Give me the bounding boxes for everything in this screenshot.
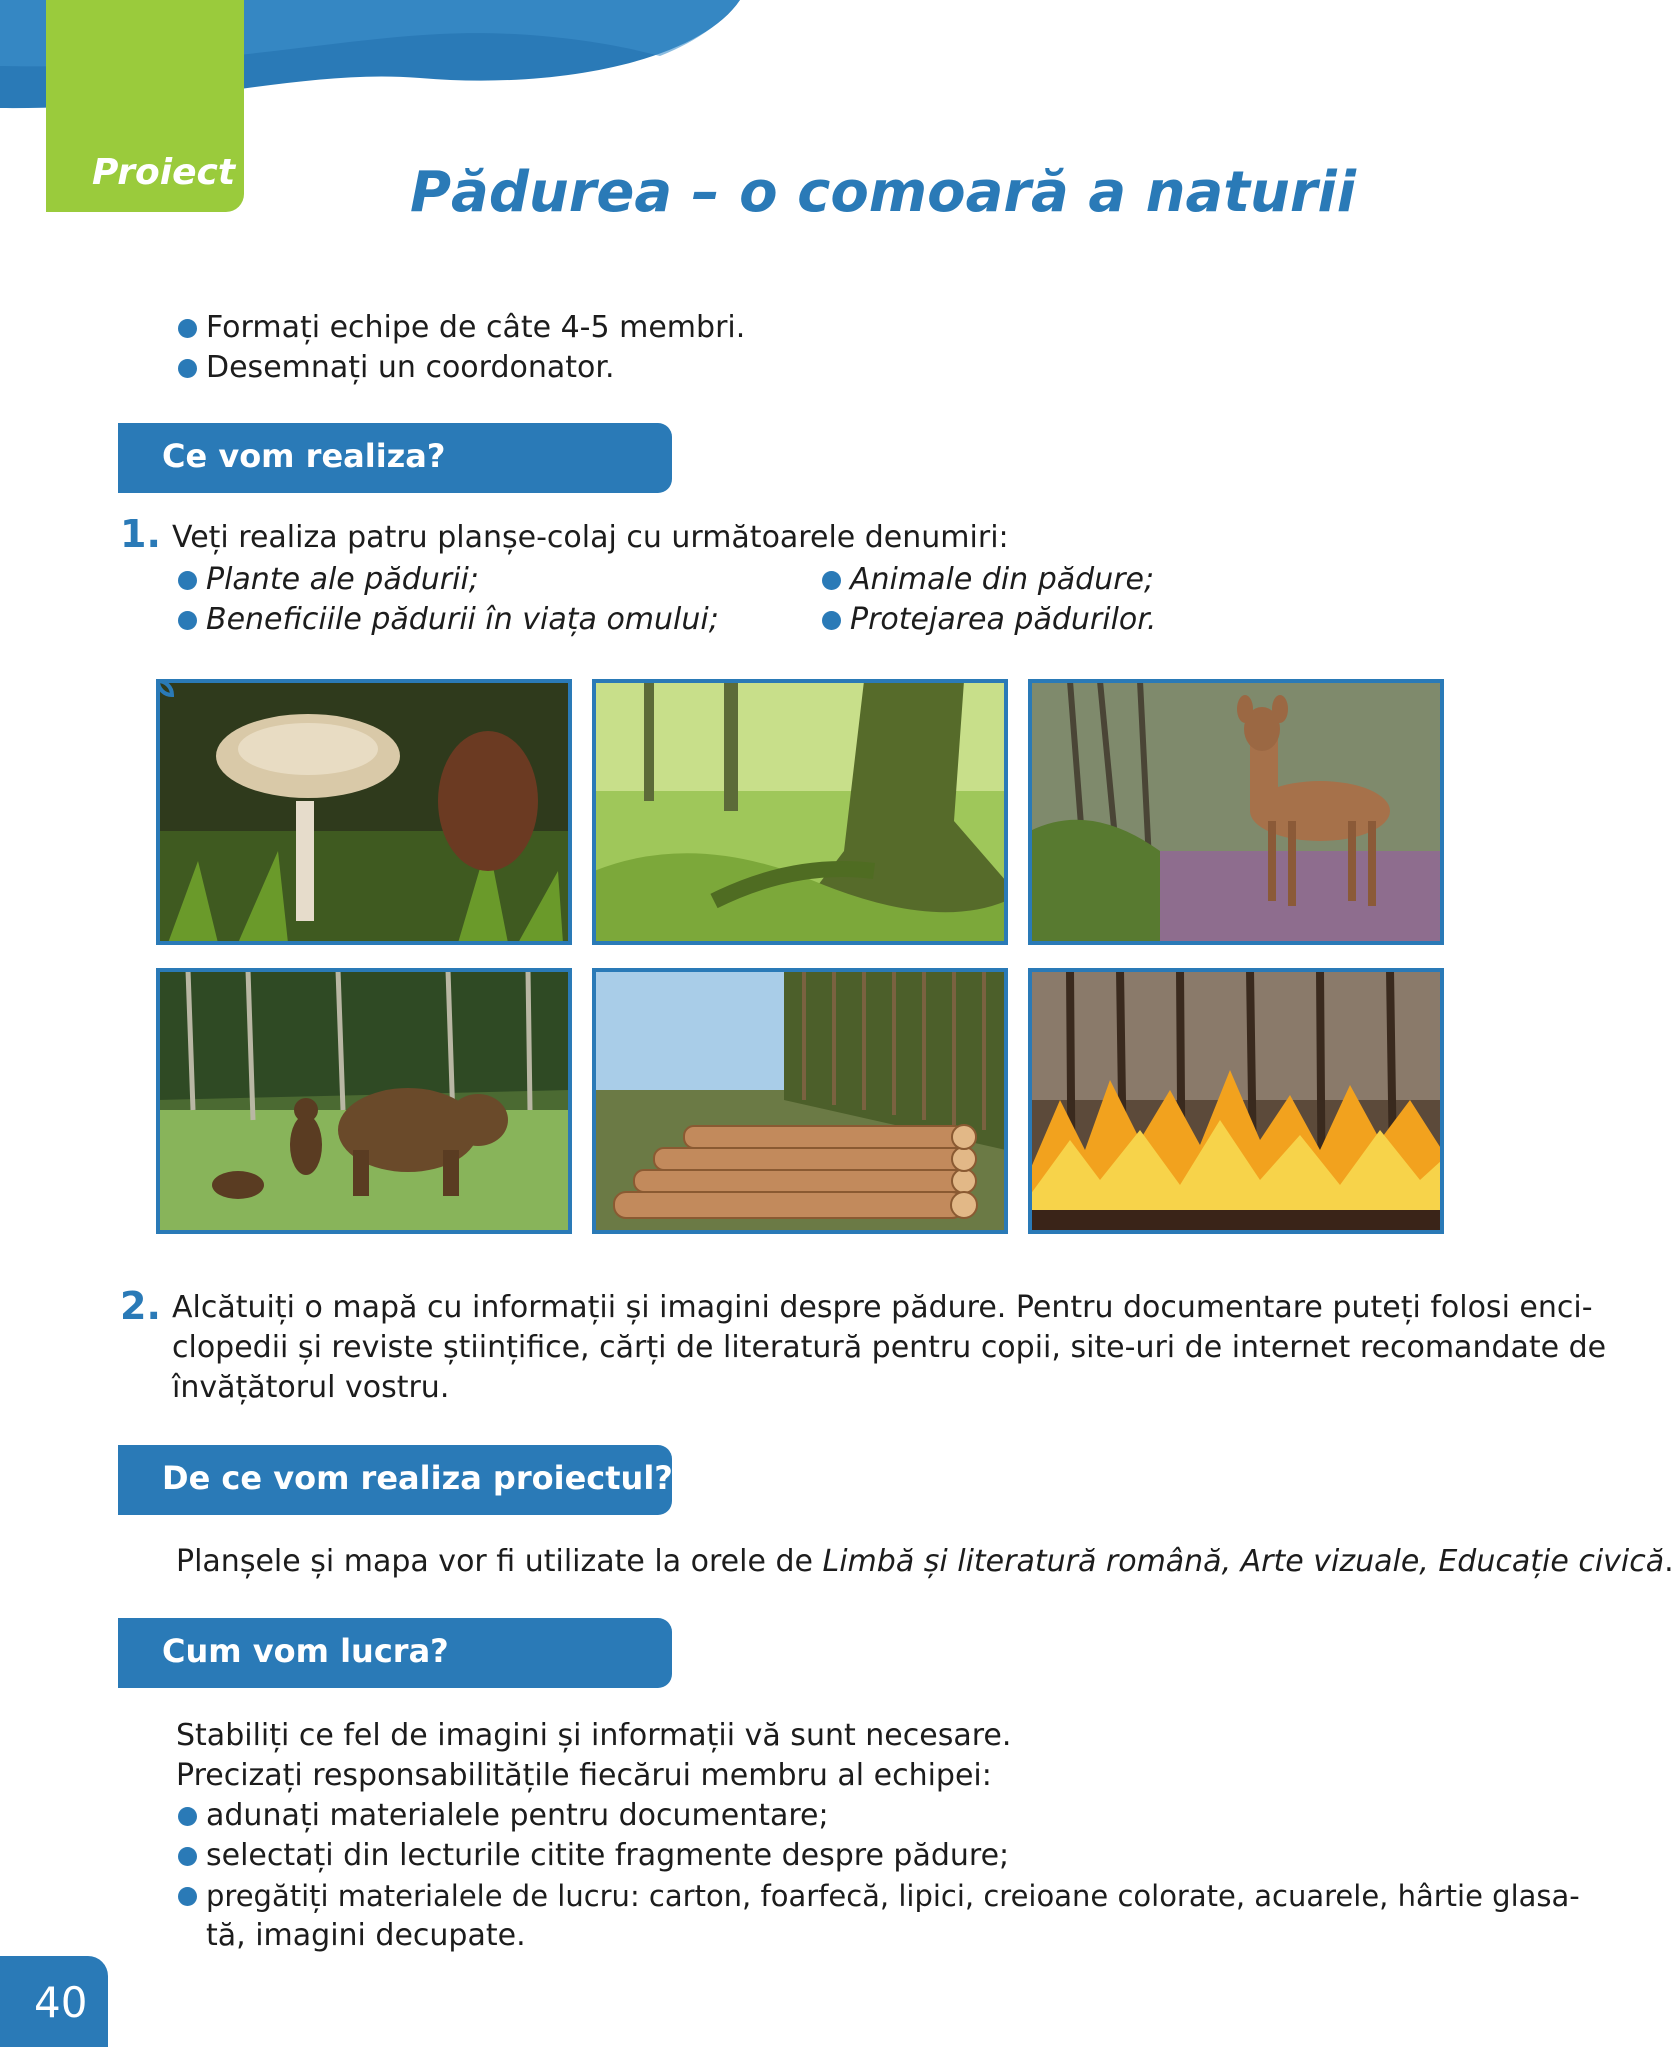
page-number: 40: [34, 1978, 88, 2027]
item-2-line-1: Alcătuiți o mapă cu informații și imagini despre pădure. Pentru documentare puteți folosi enci-: [172, 1290, 1593, 1325]
list-item-plants: Plante ale pădurii;: [206, 562, 479, 597]
section-heading-what: Ce vom realiza?: [162, 437, 446, 475]
bullet-icon: [178, 359, 197, 378]
section-2-text: [176, 1542, 1674, 1582]
forest-fire-photo: [1030, 970, 1442, 1232]
section-3-bullet-3: pregătiți materialele de lucru: carton, foarfecă, lipici, creioane colorate, acuarele, hârtie glasa-: [206, 1879, 1580, 1913]
intro-bullet-1: Formați echipe de câte 4-5 membri.: [206, 310, 746, 345]
section-3-bullet-2: selectați din lecturile citite fragmente despre pădure;: [206, 1838, 1010, 1873]
page-number-box: [0, 1956, 108, 2047]
section-2-text-plain: Planșele și mapa vor fi utilizate la orele de: [176, 1544, 823, 1579]
item-2-line-2: clopedii și reviste științifice, cărți de literatură pentru copii, site-uri de internet recomandate de: [172, 1330, 1607, 1365]
section-3-line-1: Stabiliți ce fel de imagini și informații vă sunt necesare.: [176, 1718, 1012, 1753]
page-title: Pădurea – o comoară a naturii: [410, 160, 1356, 225]
item-2-line-3: învățătorul vostru.: [172, 1370, 450, 1405]
bullet-icon: [178, 1887, 197, 1906]
section-3-line-2: Precizați responsabilitățile fiecărui membru al echipei:: [176, 1758, 992, 1793]
section-heading-bar: [118, 1618, 672, 1688]
bears-photo: [158, 970, 570, 1232]
section-heading-bar: [118, 423, 672, 493]
item-number-2: 2.: [120, 1284, 161, 1328]
mossy-tree-roots-photo: [594, 681, 1006, 943]
section-2-text-end: .: [1664, 1544, 1674, 1579]
roe-deer-photo: [1030, 681, 1442, 943]
section-heading-bar: [118, 1445, 672, 1515]
bullet-icon: [178, 1847, 197, 1866]
project-tab-label: Proiect: [92, 152, 236, 193]
section-heading-how: Cum vom lucra?: [162, 1632, 449, 1670]
bullet-icon: [822, 571, 841, 590]
intro-bullet-2: Desemnați un coordonator.: [206, 350, 615, 385]
item-1-text: Veți realiza patru planșe-colaj cu următoarele denumiri:: [172, 520, 1009, 555]
bullet-icon: [178, 1807, 197, 1826]
cut-logs-photo: [594, 970, 1006, 1232]
mushroom-photo: [158, 681, 570, 943]
section-heading-why: De ce vom realiza proiectul?: [162, 1459, 673, 1497]
section-3-bullet-3-cont: tă, imagini decupate.: [206, 1918, 526, 1953]
bullet-icon: [822, 611, 841, 630]
list-item-benefits: Beneficiile pădurii în viața omului;: [206, 602, 719, 637]
section-3-bullet-1: adunați materialele pentru documentare;: [206, 1798, 829, 1833]
list-item-animals: Animale din pădure;: [850, 562, 1155, 597]
bullet-icon: [178, 611, 197, 630]
list-item-protection: Protejarea pădurilor.: [850, 602, 1157, 637]
bullet-icon: [178, 571, 197, 590]
section-2-subjects: Limbă și literatură română, Arte vizuale, Educație civică: [822, 1544, 1665, 1579]
item-number-1: 1.: [120, 512, 161, 556]
bullet-icon: [178, 319, 197, 338]
